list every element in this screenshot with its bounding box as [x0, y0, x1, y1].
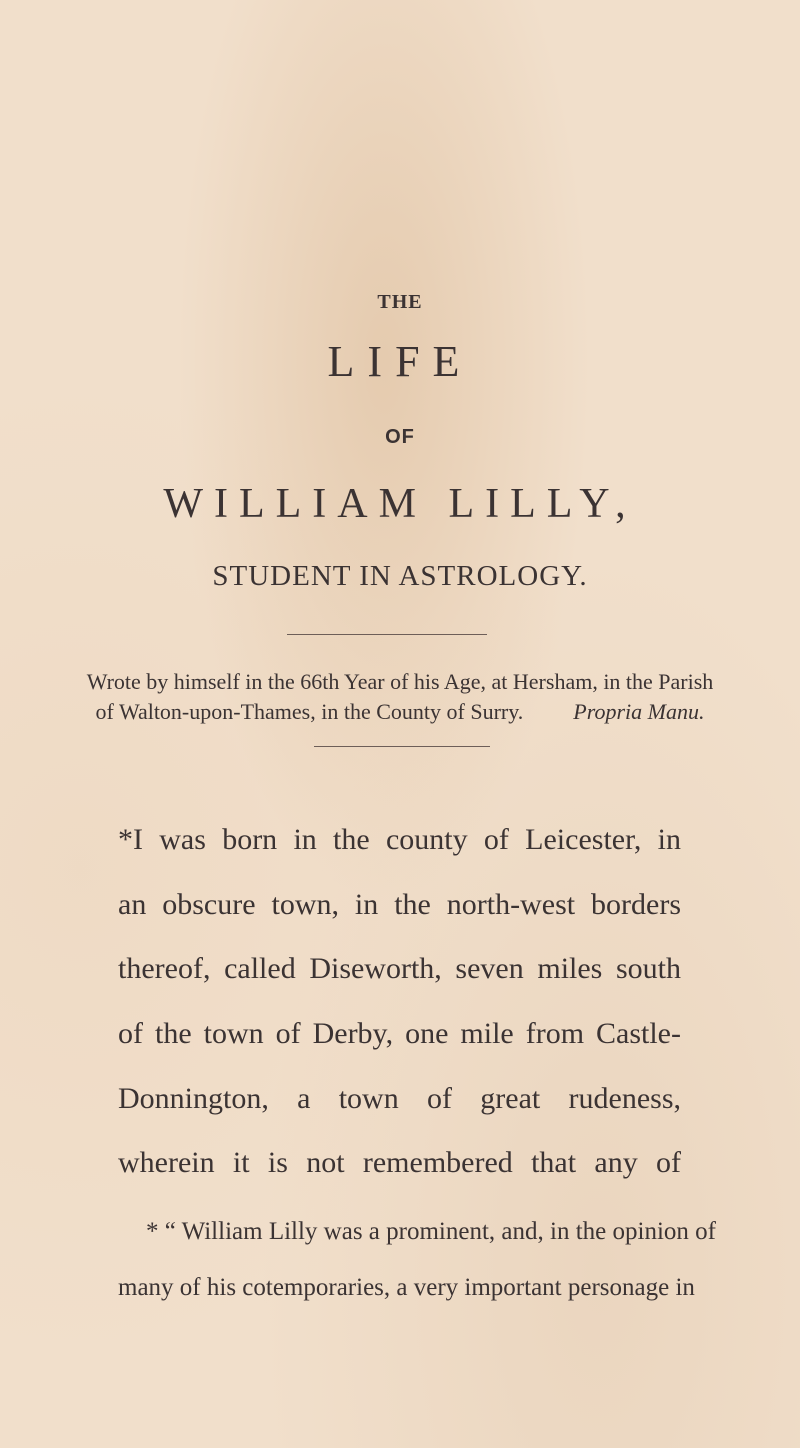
title-life: LIFE [327, 337, 473, 386]
footnote-line-2: many of his cotemporaries, a very important personage in [118, 1274, 695, 1301]
body-line-1: *I was born in the county of Leicester, in [118, 823, 681, 856]
footnote-line-1: * “ William Lilly was a prominent, and, in the opinion of [146, 1218, 716, 1245]
attribution [0, 667, 800, 727]
title-the: THE [377, 291, 423, 313]
divider-rule-bottom [314, 746, 490, 747]
body-line-4: of the town of Derby, one mile from Castle- [118, 1017, 681, 1050]
title-subtitle: STUDENT IN ASTROLOGY. [212, 560, 588, 592]
body-line-2: an obscure town, in the north-west borders [118, 888, 681, 921]
body-line-5: Donnington, a town of great rudeness, [118, 1082, 681, 1115]
title-name: WILLIAM LILLY, [163, 481, 637, 527]
attribution-line-1: Wrote by himself in the 66th Year of his Age, at Hersham, in the Parish [86, 669, 714, 694]
attribution-line-2: of Walton-upon-Thames, in the County of Surry. [95, 699, 524, 724]
attribution-signature: Propria Manu. [573, 699, 705, 724]
attribution-line-2-wrap [0, 697, 800, 727]
title-of: OF [385, 426, 415, 448]
divider-rule-top [287, 634, 487, 635]
body-line-3: thereof, called Diseworth, seven miles south [118, 952, 681, 985]
body-line-6: wherein it is not remembered that any of [118, 1146, 681, 1179]
